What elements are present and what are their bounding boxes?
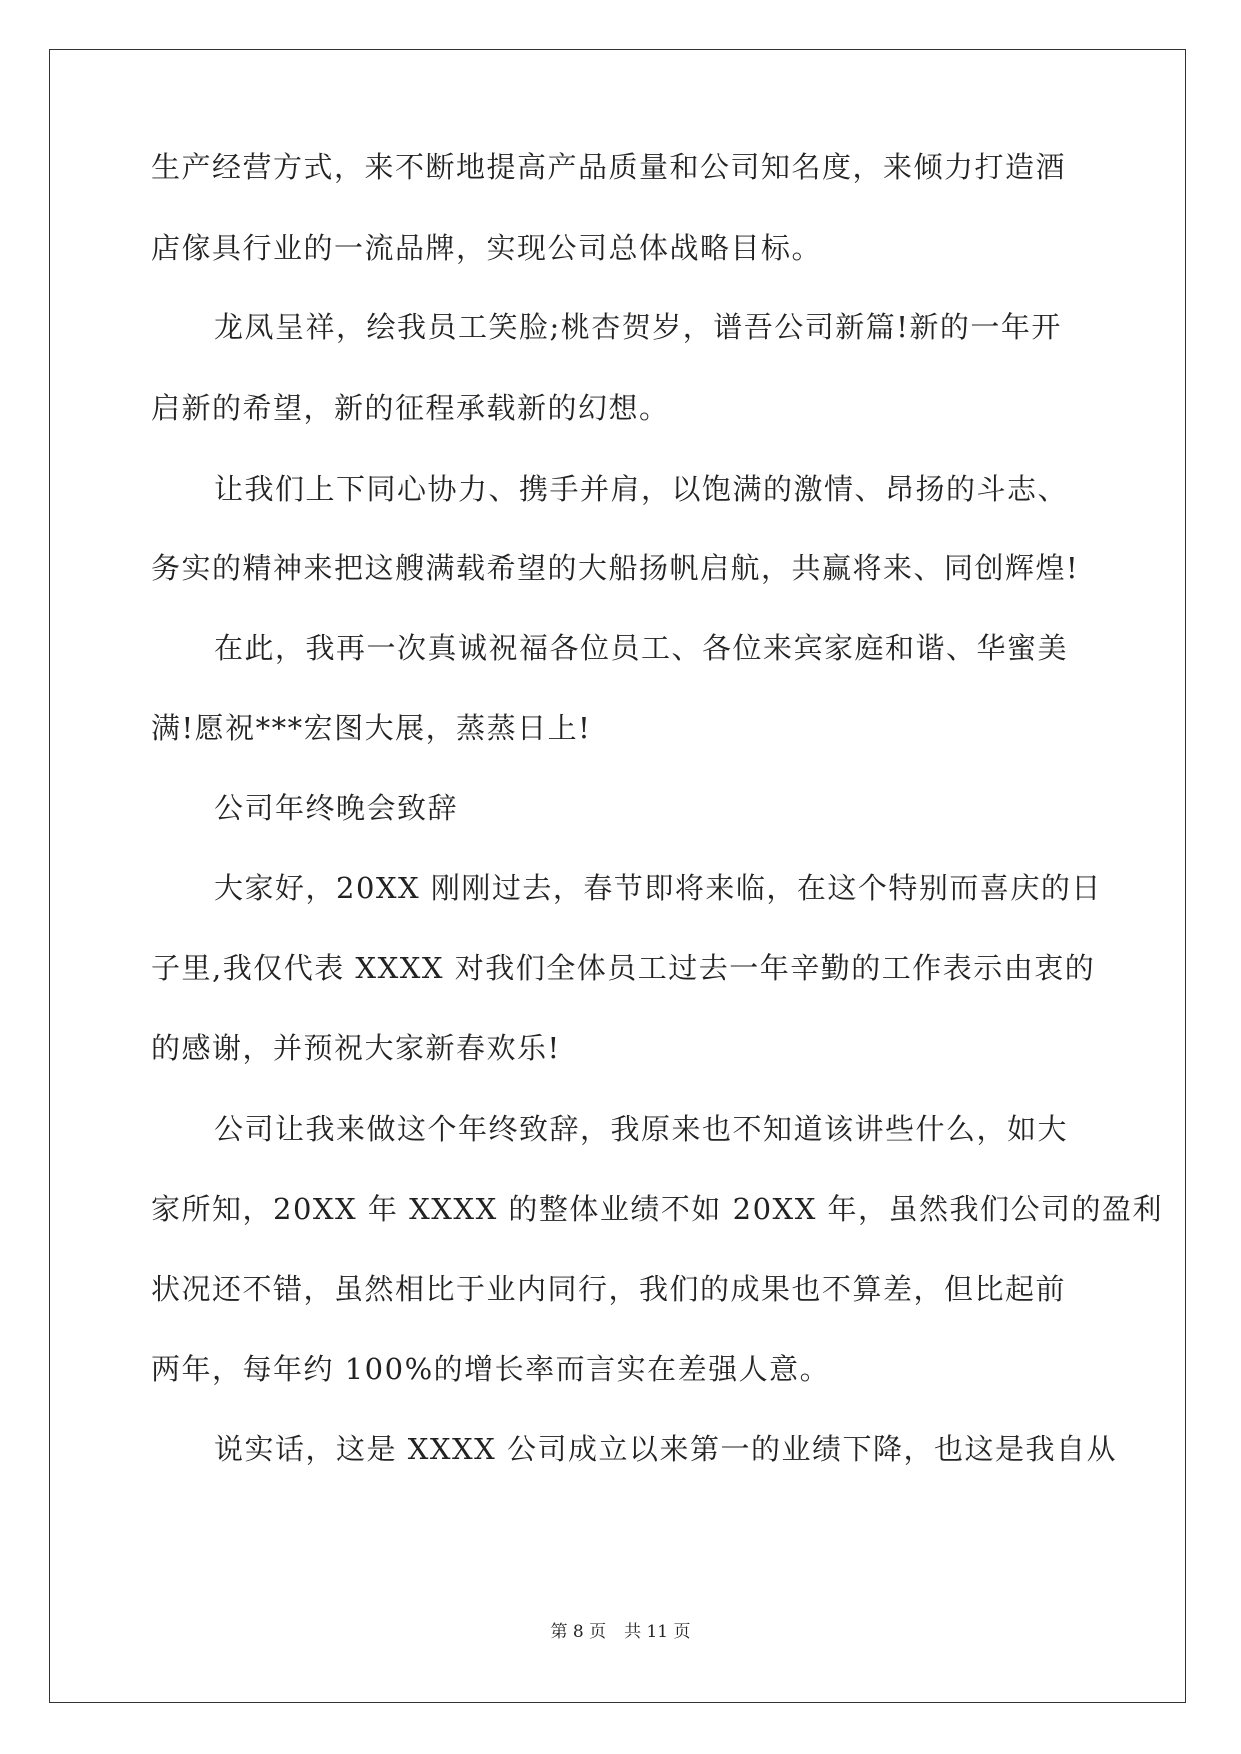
text-line: 子里,我仅代表 XXXX 对我们全体员工过去一年辛勤的工作表示由衷的 xyxy=(151,951,1096,985)
paragraph-start-line: 龙凤呈祥，绘我员工笑脸;桃杏贺岁，谱吾公司新篇!新的一年开 xyxy=(214,310,1062,344)
page-footer xyxy=(0,1617,1241,1642)
paragraph-start-line: 说实话，这是 XXXX 公司成立以来第一的业绩下降，也这是我自从 xyxy=(214,1432,1118,1466)
text-line: 家所知，20XX 年 XXXX 的整体业绩不如 20XX 年，虽然我们公司的盈利 xyxy=(151,1192,1164,1226)
page-number: 第 8 页 xyxy=(550,1622,607,1642)
text-line: 店傢具行业的一流品牌，实现公司总体战略目标。 xyxy=(151,231,823,265)
text-line: 状况还不错，虽然相比于业内同行，我们的成果也不算差，但比起前 xyxy=(151,1272,1067,1306)
paragraph-start-line: 在此，我再一次真诚祝福各位员工、各位来宾家庭和谐、华蜜美 xyxy=(214,631,1069,665)
page-total: 共 11 页 xyxy=(624,1622,691,1642)
paragraph-start-line: 公司让我来做这个年终致辞，我原来也不知道该讲些什么，如大 xyxy=(214,1112,1069,1146)
text-line: 生产经营方式，来不断地提高产品质量和公司知名度，来倾力打造酒 xyxy=(151,150,1067,184)
text-line: 务实的精神来把这艘满载希望的大船扬帆启航，共赢将来、同创辉煌! xyxy=(151,551,1080,585)
text-line: 启新的希望，新的征程承载新的幻想。 xyxy=(151,391,670,425)
text-line: 两年，每年约 100%的增长率而言实在差强人意。 xyxy=(151,1352,831,1386)
paragraph-start-line: 大家好，20XX 刚刚过去，春节即将来临，在这个特别而喜庆的日 xyxy=(214,871,1102,905)
text-line: 满!愿祝***宏图大展，蒸蒸日上! xyxy=(151,711,592,745)
text-line: 的感谢，并预祝大家新春欢乐! xyxy=(151,1031,561,1065)
section-heading: 公司年终晚会致辞 xyxy=(214,791,459,825)
paragraph-start-line: 让我们上下同心协力、携手并肩，以饱满的激情、昂扬的斗志、 xyxy=(214,472,1069,506)
